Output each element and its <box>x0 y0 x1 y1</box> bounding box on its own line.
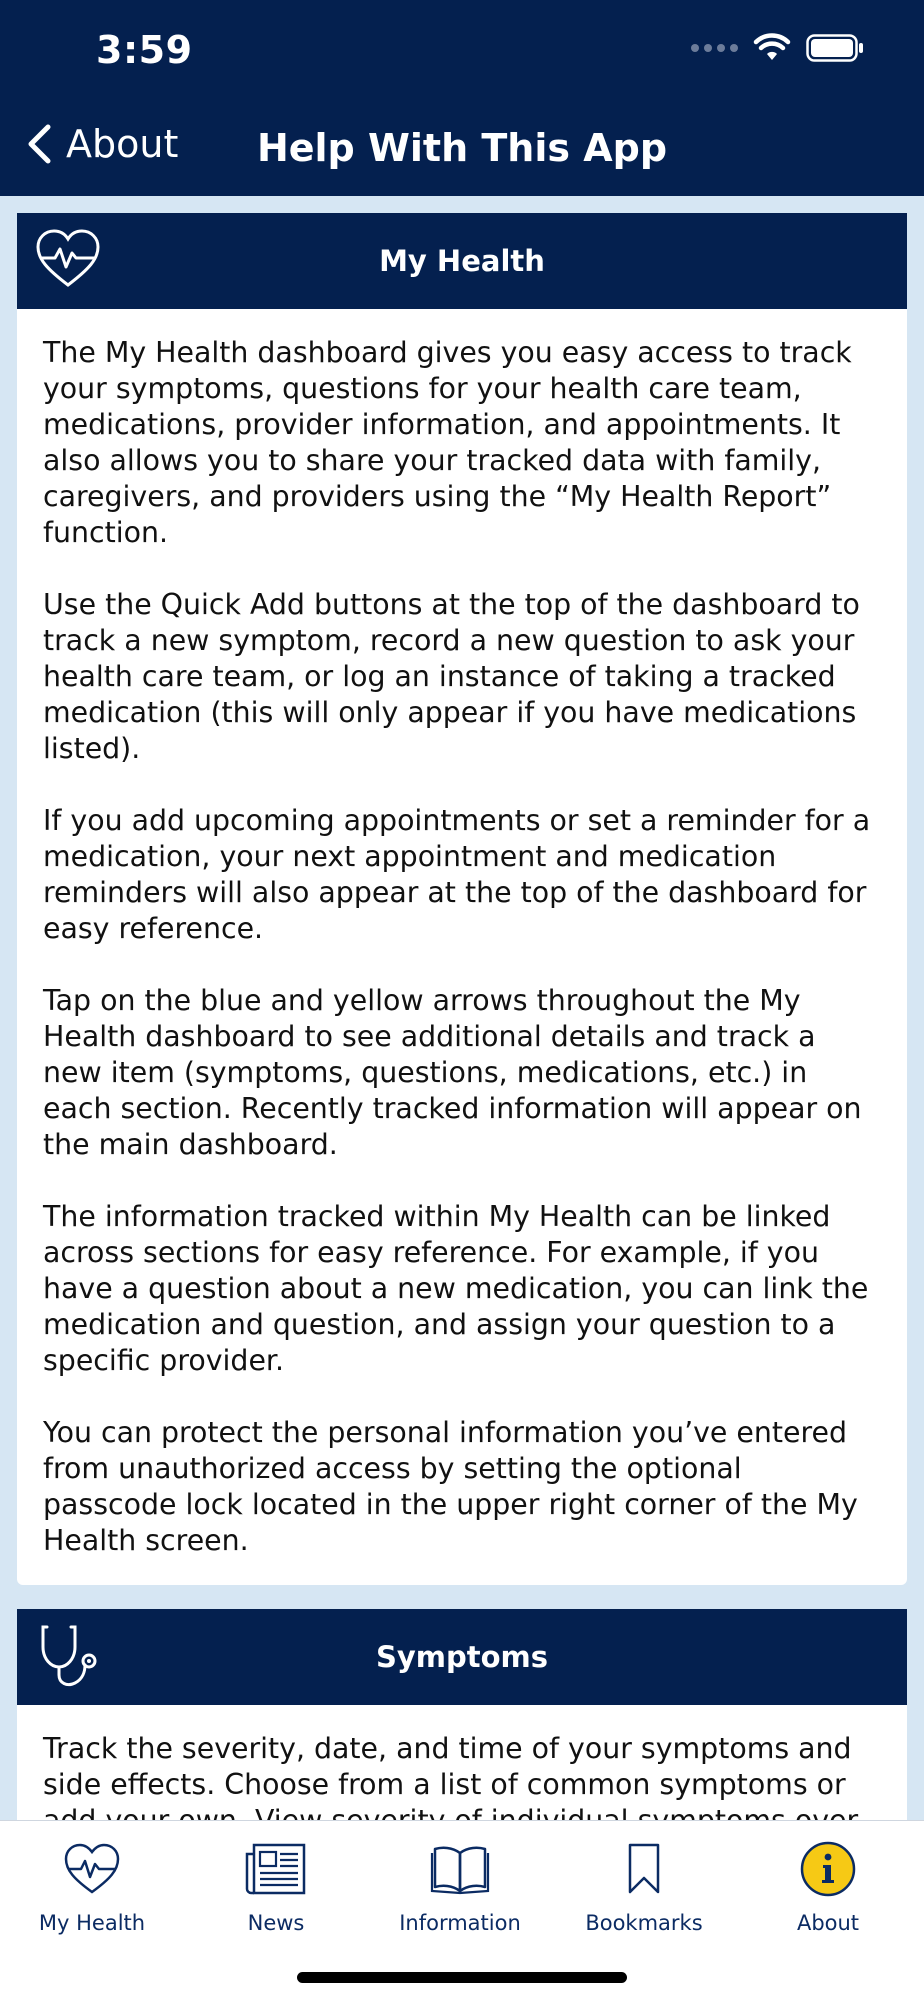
tab-label: About <box>796 1911 860 1935</box>
tab-information[interactable] <box>368 1839 552 1935</box>
paragraph: Use the Quick Add buttons at the top of the dashboard to track a new symptom, record a new question to ask your health care team, or log an instance of taking a tracked medication (this will only appear if you have medications listed). <box>43 588 860 765</box>
tab-label: My Health <box>38 1911 146 1935</box>
tab-about[interactable] <box>736 1839 920 1935</box>
paragraph: If you add upcoming appointments or set a reminder for a medication, your next appointment and medication reminders will also appear at the top of the dashboard for easy reference. <box>43 804 871 945</box>
help-content[interactable] <box>0 196 924 1820</box>
tab-bookmarks[interactable] <box>552 1839 736 1935</box>
book-icon <box>430 1843 490 1895</box>
stethoscope-icon <box>33 1621 103 1691</box>
cellular-signal-icon <box>691 44 738 52</box>
info-icon <box>800 1841 856 1897</box>
paragraph: You can protect the personal information you’ve entered from unauthorized access by setting the optional passcode lock located in the upper right corner of the My Health screen. <box>43 1416 858 1557</box>
section-header <box>17 1609 907 1705</box>
tab-label: Information <box>399 1911 521 1935</box>
bookmark-icon <box>626 1842 662 1896</box>
paragraph: The information tracked within My Health can be linked across sections for easy reference. For example, if you have a question about a new medication, you can link the medication and question, and assign your question to a specific provider. <box>43 1200 869 1377</box>
status-icons <box>691 34 864 62</box>
paragraph: Tap on the blue and yellow arrows throughout the My Health dashboard to see additional details and track a new item (symptoms, questions, medications, etc.) in each section. Recently tracked information will appear on the main dashboard. <box>43 984 862 1161</box>
top-header <box>0 0 924 196</box>
newspaper-icon <box>244 1842 308 1896</box>
home-indicator <box>297 1972 627 1983</box>
status-time: 3:59 <box>96 28 193 72</box>
section-title: My Health <box>379 244 545 278</box>
tab-label: Bookmarks <box>585 1911 703 1935</box>
tab-my-health[interactable] <box>0 1839 184 1935</box>
section-header <box>17 213 907 309</box>
back-label: About <box>66 122 179 166</box>
section-title: Symptoms <box>375 1640 549 1674</box>
heartbeat-icon <box>33 225 103 295</box>
tab-label: News <box>247 1911 305 1935</box>
battery-icon <box>806 34 864 62</box>
paragraph: Track the severity, date, and time of your symptoms and side effects. Choose from a list of common symptoms or <box>43 1732 852 1801</box>
page-title: Help With This App <box>256 126 668 170</box>
section-body <box>17 309 907 1585</box>
heartbeat-icon <box>62 1842 122 1896</box>
wifi-icon <box>754 34 790 62</box>
tab-news[interactable] <box>184 1839 368 1935</box>
section-card-my-health <box>17 213 907 1585</box>
paragraph: The My Health dashboard gives you easy access to track your symptoms, questions for your health care team, medications, provider information, and appointments. It also allows you to share your tracked data with family, caregivers, and providers using the “My Health Report” function. <box>43 336 852 549</box>
